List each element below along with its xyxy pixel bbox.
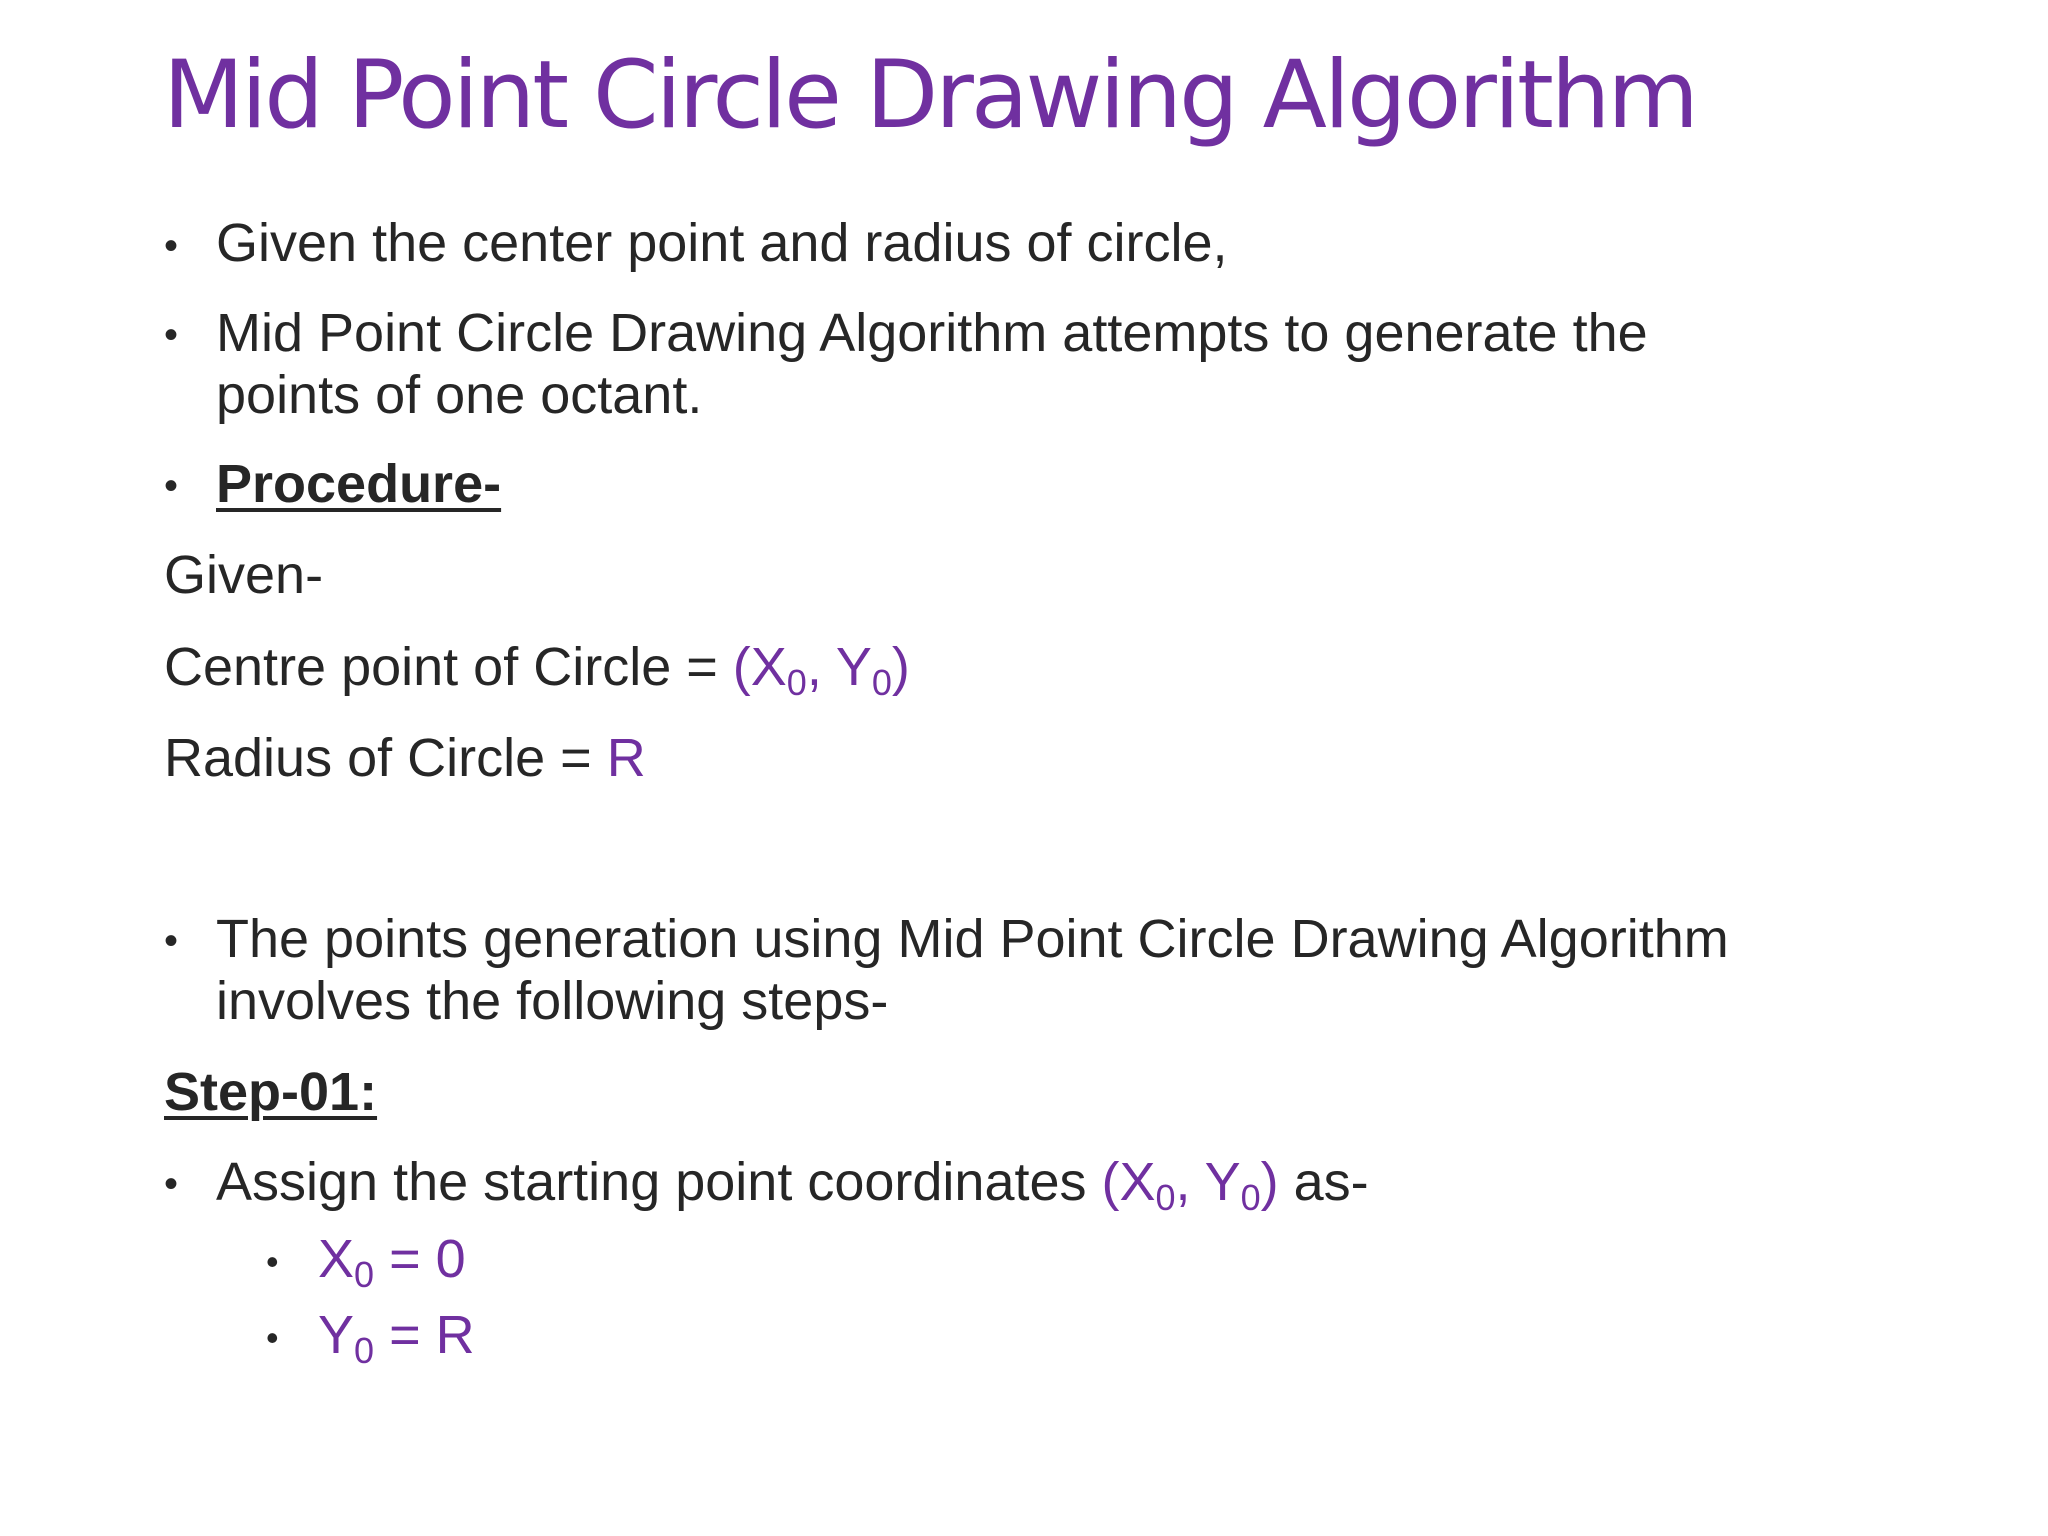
procedure-heading: Procedure- (216, 454, 502, 514)
bullet-attempts-line2: points of one octant. (216, 365, 703, 425)
assign-coords-value: ($X_0$, $Y_0$) (1101, 1152, 1279, 1218)
centre-point-label: Centre point of Circle = (164, 637, 733, 697)
bullet-dot: • (164, 919, 179, 963)
bullet-points-gen-line1: The points generation using Mid Point Circle Drawing Algorithm (216, 909, 1729, 969)
slide-title: Mid Point Circle Drawing Algorithm (163, 41, 1696, 150)
given-label: Given- (164, 545, 324, 605)
centre-point-value: ($X_0$, $Y_0$) (732, 637, 910, 703)
bullet-given-center: Given the center point and radius of circle, (216, 213, 1228, 273)
bullet-dot: • (164, 313, 179, 357)
bullet-attempts-line1: Mid Point Circle Drawing Algorithm attempts to generate the (216, 303, 1648, 363)
bullet-dot: • (164, 1162, 179, 1206)
sub-bullet-y0: $Y_0 = R$ (318, 1305, 475, 1371)
sub-bullet-dot: • (266, 1241, 279, 1282)
radius-line (164, 727, 646, 789)
sub-bullet-dot: • (266, 1317, 279, 1358)
radius-label: Radius of Circle = (164, 728, 607, 788)
bullet-points-gen-line2: involves the following steps- (216, 971, 889, 1031)
centre-point-line (164, 636, 910, 703)
sub-bullet-x0: $X_0 = 0$ (318, 1229, 466, 1295)
step-01-heading: Step-01: (164, 1062, 378, 1122)
radius-value: R (606, 728, 646, 788)
bullet-dot: • (164, 464, 179, 508)
bullet-dot: • (164, 224, 179, 268)
bullet-assign-coords: Assign the starting point coordinates ($X_0$, $Y_0$) as- (216, 1152, 1369, 1218)
